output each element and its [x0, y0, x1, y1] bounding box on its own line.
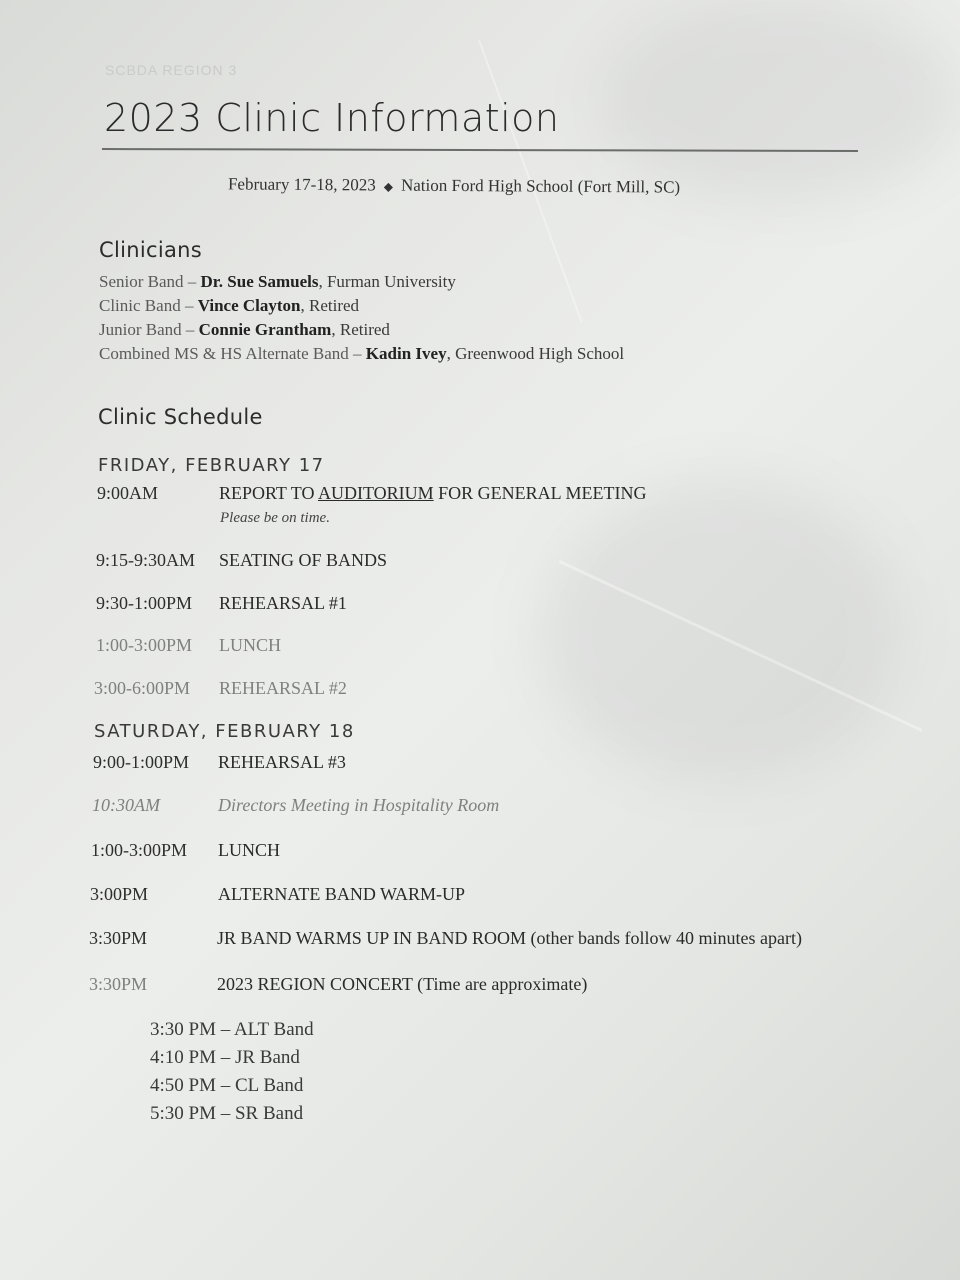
concert-lineup-item: 4:10 PM – JR Band	[150, 1047, 300, 1068]
event-date: February 17-18, 2023	[227, 174, 376, 195]
faint-header: SCBDA REGION 3	[105, 62, 238, 78]
clinician-row: Clinic Band – Vince Clayton, Retired	[99, 296, 360, 315]
schedule-event: REHEARSAL #3	[218, 752, 346, 772]
concert-lineup-item: 3:30 PM – ALT Band	[150, 1019, 314, 1040]
schedule-heading: Clinic Schedule	[98, 405, 263, 429]
schedule-time: 9:00-1:00PM	[93, 752, 190, 772]
schedule-time: 9:00AM	[97, 483, 159, 503]
clinicians-heading: Clinicians	[99, 238, 202, 262]
schedule-event: REHEARSAL #2	[219, 678, 347, 698]
schedule-note: Please be on time.	[220, 510, 330, 526]
event-subtitle	[228, 174, 680, 197]
schedule-event: 2023 REGION CONCERT (Time are approximate)	[217, 974, 588, 994]
schedule-event: REPORT TO AUDITORIUM FOR GENERAL MEETING	[219, 483, 647, 503]
schedule-time: 1:00-3:00PM	[96, 635, 193, 655]
paper-shadow	[540, 480, 900, 780]
day-heading-saturday: SATURDAY, FEBRUARY 18	[94, 721, 355, 742]
paper-shadow	[600, 0, 960, 200]
clinician-row: Junior Band – Connie Grantham, Retired	[99, 320, 390, 339]
schedule-time: 9:30-1:00PM	[96, 593, 193, 613]
event-location: Nation Ford High School (Fort Mill, SC)	[400, 175, 681, 197]
clinician-row: Senior Band – Dr. Sue Samuels, Furman University	[99, 272, 456, 291]
schedule-event: ALTERNATE BAND WARM-UP	[218, 884, 466, 904]
schedule-time: 3:30PM	[89, 928, 148, 948]
concert-lineup-item: 4:50 PM – CL Band	[150, 1075, 304, 1096]
schedule-event: LUNCH	[218, 840, 280, 860]
schedule-time: 3:30PM	[89, 974, 148, 994]
concert-lineup-item: 5:30 PM – SR Band	[150, 1103, 304, 1124]
schedule-event: JR BAND WARMS UP IN BAND ROOM (other bands follow 40 minutes apart)	[217, 928, 802, 948]
schedule-event: REHEARSAL #1	[219, 593, 347, 613]
schedule-time: 9:15-9:30AM	[96, 550, 195, 570]
schedule-time: 3:00-6:00PM	[94, 678, 191, 698]
clinician-row: Combined MS & HS Alternate Band – Kadin Ivey, Greenwood High School	[99, 344, 625, 363]
schedule-event: LUNCH	[219, 635, 281, 655]
day-heading-friday: FRIDAY, FEBRUARY 17	[98, 455, 325, 476]
schedule-time: 10:30AM	[92, 795, 160, 815]
page-title: 2023 Clinic Information	[104, 96, 560, 140]
diamond-separator-icon: ◆	[383, 179, 394, 194]
schedule-time: 3:00PM	[90, 884, 149, 904]
schedule-event: Directors Meeting in Hospitality Room	[218, 795, 500, 815]
schedule-event: SEATING OF BANDS	[219, 550, 388, 570]
schedule-time: 1:00-3:00PM	[91, 840, 188, 860]
